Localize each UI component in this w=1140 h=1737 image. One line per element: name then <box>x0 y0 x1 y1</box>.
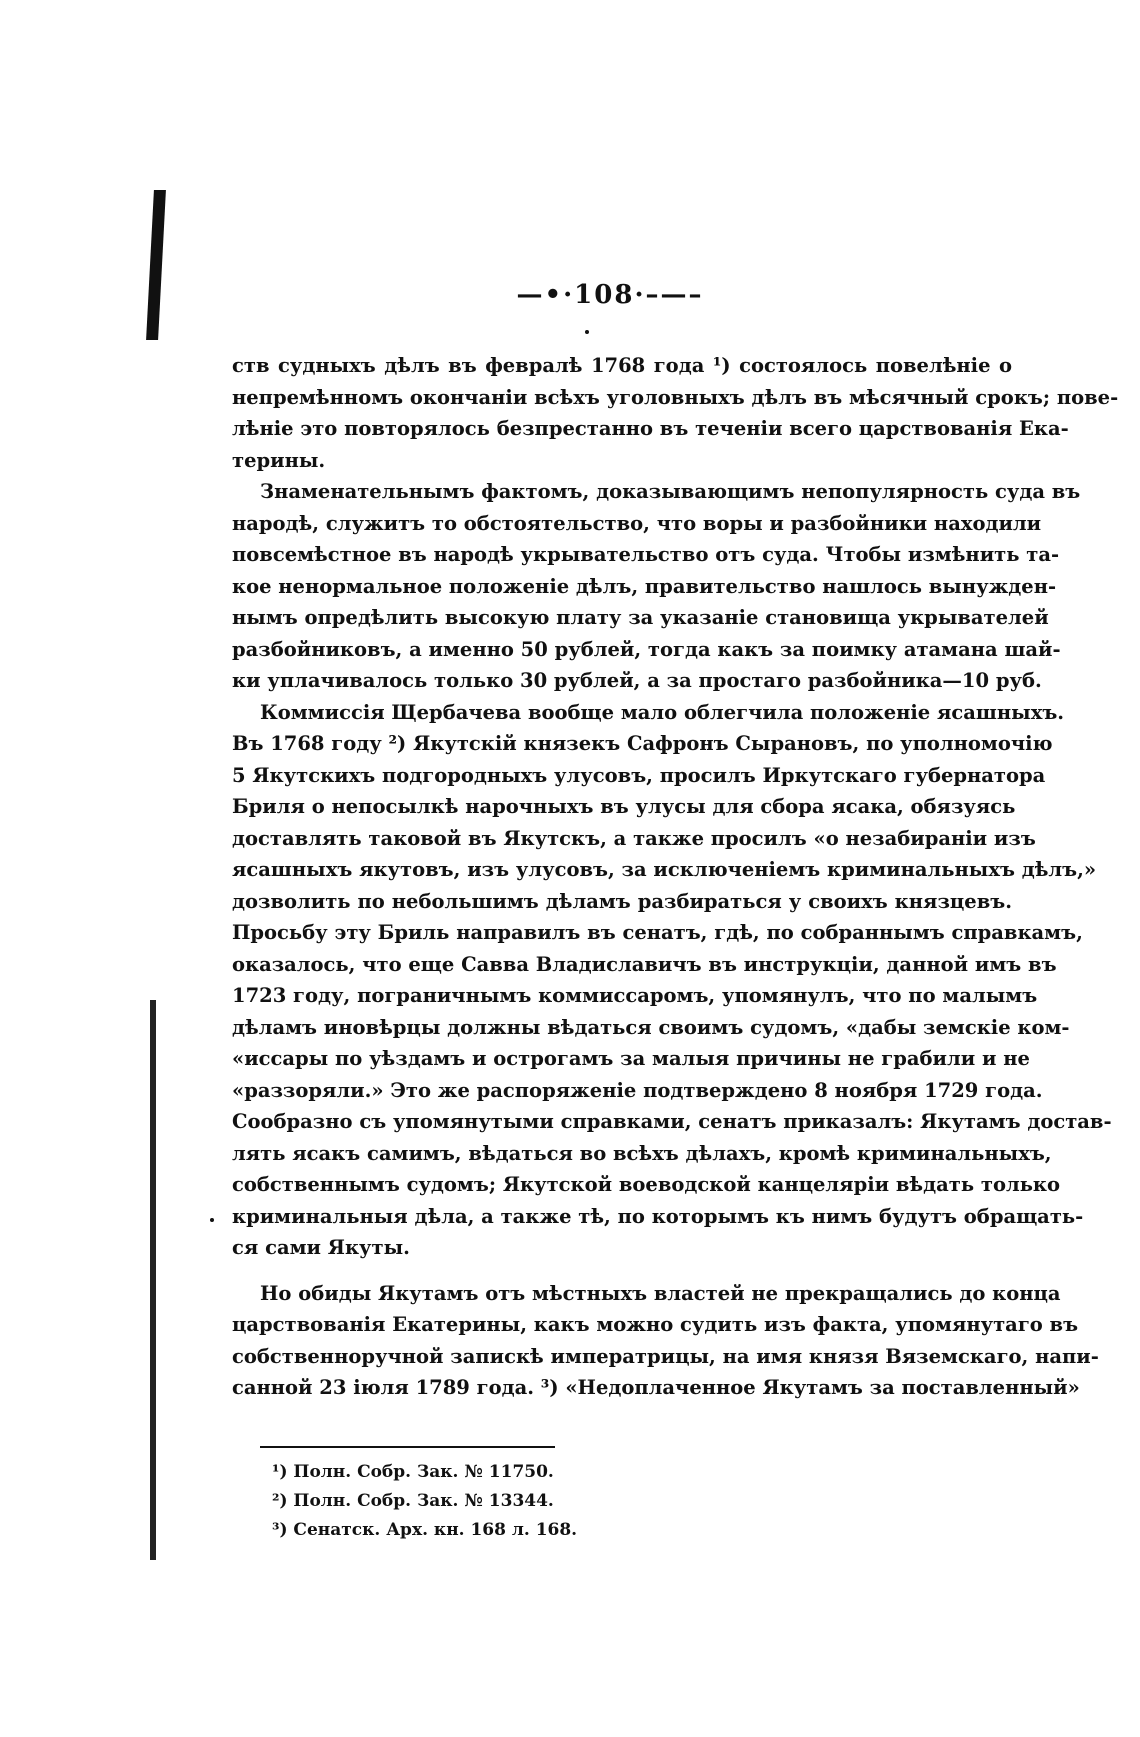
text-line: собственнымъ судомъ; Якутской воеводской канцеляріи вѣдать только <box>232 1173 1061 1196</box>
text-line: дозволить по небольшимъ дѣламъ разбираться у своихъ князцевъ. <box>232 889 1012 913</box>
body-text <box>232 350 1119 1404</box>
ink-speck <box>210 1218 214 1222</box>
text-line: Но обиды Якутамъ отъ мѣстныхъ властей не прекращались до конца <box>260 1281 1061 1305</box>
footnote: ¹) Полн. Собр. Зак. № 11750. <box>272 1462 554 1482</box>
text-line: лять ясакъ самимъ, вѣдаться во всѣхъ дѣлахъ, кромѣ криминальныхъ, <box>232 1141 1052 1165</box>
text-line: ств судныхъ дѣлъ въ февралѣ 1768 года ¹) состоялось повелѣніе о <box>232 354 1012 377</box>
text-line: лѣніе это повторялось безпрестанно въ теченіи всего царствованія Ека- <box>232 417 1069 440</box>
text-line: ки уплачивалось только 30 рублей, а за простаго разбойника—10 руб. <box>232 669 1042 692</box>
footnotes <box>272 1458 772 1545</box>
text-line: «иссары по уѣздамъ и острогамъ за малыя причины не грабили и не <box>232 1047 1030 1070</box>
text-line: оказалось, что еще Савва Владиславичъ въ инструкціи, данной имъ въ <box>232 952 1057 976</box>
text-line: 1723 году, пограничнымъ коммиссаромъ, упомянулъ, что по малымъ <box>232 984 1038 1007</box>
text-line: 5 Якутскихъ подгородныхъ улусовъ, просилъ Иркутскаго губернатора <box>232 763 1046 787</box>
text-line: собственноручной запискѣ императрицы, на имя князя Вяземскаго, напи- <box>232 1344 1099 1368</box>
ink-speck <box>585 330 589 334</box>
text-line: Въ 1768 году ²) Якутскій князекъ Сафронъ Сырановъ, по уполномочію <box>232 732 1053 755</box>
text-line: ся сами Якуты. <box>232 1236 410 1259</box>
text-line: непремѣнномъ окончаніи всѣхъ уголовныхъ дѣлъ въ мѣсячный срокъ; пове- <box>232 385 1119 409</box>
binding-shadow-top <box>146 190 166 340</box>
text-line: «раззоряли.» Это же распоряженіе подтверждено 8 ноября 1729 года. <box>232 1078 1043 1102</box>
text-line: царствованія Екатерины, какъ можно судить изъ факта, упомянутаго въ <box>232 1313 1079 1336</box>
binding-shadow-bottom <box>150 1000 156 1560</box>
text-line: кое ненормальное положеніе дѣлъ, правительство нашлось вынужден- <box>232 574 1057 598</box>
text-line: Сообразно съ упомянутыми справками, сенатъ приказалъ: Якутамъ достав- <box>232 1110 1112 1133</box>
text-line: Знаменательнымъ фактомъ, доказывающимъ непопулярность суда въ <box>260 480 1081 503</box>
text-line: санной 23 іюля 1789 года. ³) «Недоплаченное Якутамъ за поставленный» <box>232 1376 1080 1399</box>
text-line: повсемѣстное въ народѣ укрывательство отъ суда. Чтобы измѣнить та- <box>232 543 1060 566</box>
text-line: терины. <box>232 448 326 472</box>
text-line: криминальныя дѣла, а также тѣ, по которымъ къ нимъ будутъ обращать- <box>232 1204 1084 1228</box>
text-line: Бриля о непосылкѣ нарочныхъ въ улусы для сбора ясака, обязуясь <box>232 795 1016 818</box>
text-line: ясашныхъ якутовъ, изъ улусовъ, за исключеніемъ криминальныхъ дѣлъ,» <box>232 858 1097 881</box>
text-line: Коммиссія Щербачева вообще мало облегчила положеніе ясашныхъ. <box>260 700 1065 724</box>
text-line: дѣламъ иновѣрцы должны вѣдаться своимъ судомъ, «дабы земскіе ком- <box>232 1015 1070 1039</box>
text-line: народѣ, служитъ то обстоятельство, что воры и разбойники находили <box>232 511 1042 535</box>
text-line: доставлять таковой въ Якутскъ, а также просилъ «о незабираніи изъ <box>232 826 1036 850</box>
text-line: нымъ опредѣлить высокую плату за указаніе становища укрывателей <box>232 606 1049 629</box>
footnote-divider <box>260 1446 555 1448</box>
text-line: разбойниковъ, а именно 50 рублей, тогда какъ за поимку атамана шай- <box>232 637 1061 661</box>
footnote: ²) Полн. Собр. Зак. № 13344. <box>272 1491 554 1511</box>
footnote: ³) Сенатск. Арх. кн. 168 л. 168. <box>272 1520 578 1540</box>
text-line: Просьбу эту Бриль направилъ въ сенатъ, гдѣ, по собраннымъ справкамъ, <box>232 921 1083 944</box>
page-number-header: —•·108·–—– <box>516 280 704 310</box>
